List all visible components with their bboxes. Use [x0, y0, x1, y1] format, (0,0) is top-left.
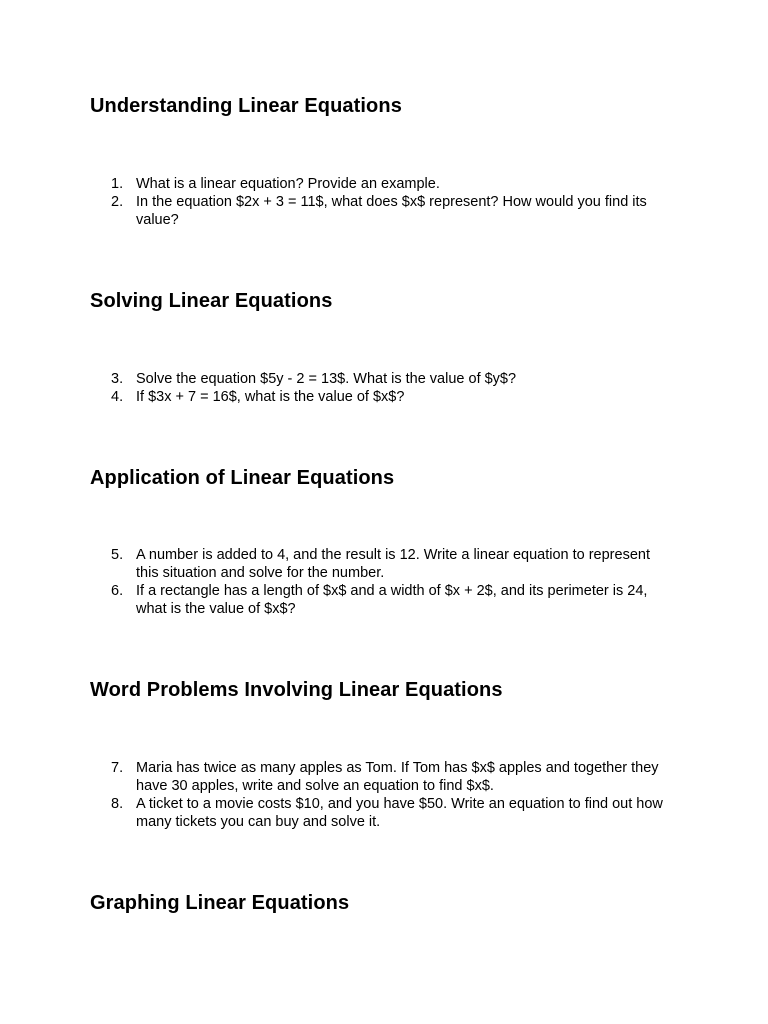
item-text: If $3x + 7 = 16$, what is the value of $x$?: [136, 389, 405, 405]
item-number: 3.: [111, 371, 124, 387]
list-item: [90, 582, 676, 618]
section-heading: Graphing Linear Equations: [90, 892, 350, 914]
item-text: What is a linear equation? Provide an example.: [136, 176, 440, 192]
section-heading: Solving Linear Equations: [90, 290, 333, 312]
list-item: [90, 759, 676, 795]
question-list: [90, 175, 690, 229]
item-text: Solve the equation $5y - 2 = 13$. What is the value of $y$?: [136, 371, 517, 387]
list-item: [90, 388, 676, 406]
question-list: [90, 546, 690, 618]
item-text: A number is added to 4, and the result is 12. Write a linear equation to represent this situation and solve for the number.: [136, 547, 650, 581]
item-number: 4.: [111, 389, 124, 405]
section-heading: Application of Linear Equations: [90, 467, 395, 489]
question-list: [90, 370, 690, 406]
section-heading: Understanding Linear Equations: [90, 95, 402, 117]
section-heading: Word Problems Involving Linear Equations: [90, 679, 503, 701]
section-understanding-linear-equations: [90, 94, 690, 228]
section-graphing-linear-equations: [90, 891, 690, 915]
section-solving-linear-equations: [90, 289, 690, 405]
item-text: A ticket to a movie costs $10, and you have $50. Write an equation to find out how many tickets you can buy and solve it.: [136, 796, 663, 830]
item-text: In the equation $2x + 3 = 11$, what does $x$ represent? How would you find its value?: [136, 194, 647, 228]
item-text: If a rectangle has a length of $x$ and a width of $x + 2$, and its perimeter is 24, what is the value of $x$?: [136, 583, 648, 617]
list-item: [90, 193, 676, 229]
item-number: 7.: [111, 760, 124, 776]
item-number: 5.: [111, 547, 124, 563]
section-word-problems: [90, 678, 690, 830]
list-item: [90, 546, 676, 582]
item-number: 2.: [111, 194, 124, 210]
list-item: [90, 175, 676, 193]
item-text: Maria has twice as many apples as Tom. If Tom has $x$ apples and together they have 30 apples, write and solve an equation to find $x$.: [136, 760, 659, 794]
list-item: [90, 795, 676, 831]
item-number: 1.: [111, 176, 124, 192]
list-item: [90, 370, 676, 388]
question-list: [90, 759, 690, 831]
item-number: 8.: [111, 796, 124, 812]
section-application-of-linear-equations: [90, 466, 690, 617]
item-number: 6.: [111, 583, 124, 599]
